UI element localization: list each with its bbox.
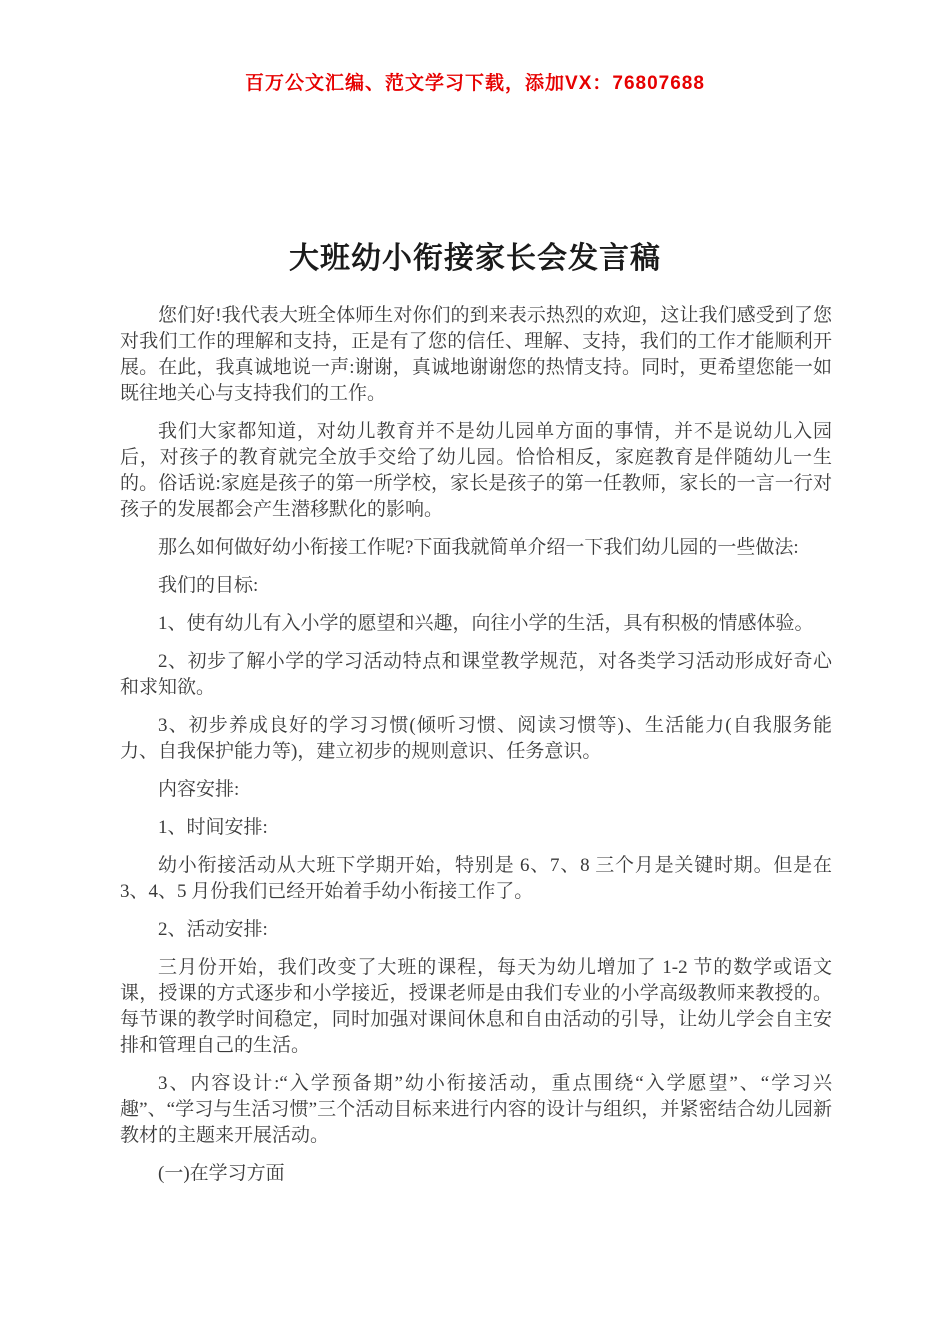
paragraph-activity-arrangement-detail: 三月份开始，我们改变了大班的课程，每天为幼儿增加了 1-2 节的数学或语文课，授课的方式逐步和小学接近，授课老师是由我们专业的小学高级教师来教授的。每节课的教学时间稳定，同时加强对课间休息和自由活动的引导，让幼儿学会自主安排和管理自己的生活。 <box>120 957 832 1056</box>
paragraph-activity-arrangement-heading: 2、活动安排: <box>158 919 268 940</box>
paragraph-family-education: 我们大家都知道，对幼儿教育并不是幼儿园单方面的事情，并不是说幼儿入园后，对孩子的教育就完全放手交给了幼儿园。恰恰相反，家庭教育是伴随幼儿一生的。俗话说:家庭是孩子的第一所学校，家长是孩子的第一任教师，家长的一言一行对孩子的发展都会产生潜移默化的影响。 <box>120 421 832 520</box>
promo-notice: 百万公文汇编、范文学习下载，添加VX：76807688 <box>245 73 705 94</box>
paragraph-time-arrangement-detail: 幼小衔接活动从大班下学期开始，特别是 6、7、8 三个月是关键时期。但是在 3、4、5 月份我们已经开始着手幼小衔接工作了。 <box>120 855 832 902</box>
paragraph-time-arrangement-heading: 1、时间安排: <box>158 817 268 838</box>
paragraph-goal-1: 1、使有幼儿有入小学的愿望和兴趣，向往小学的生活，具有积极的情感体验。 <box>158 613 814 634</box>
paragraph-intro-methods: 那么如何做好幼小衔接工作呢?下面我就简单介绍一下我们幼儿园的一些做法: <box>158 537 799 558</box>
paragraph-greeting: 您们好!我代表大班全体师生对你们的到来表示热烈的欢迎，这让我们感受到了您对我们工作的理解和支持，正是有了您的信任、理解、支持，我们的工作才能顺利开展。在此，我真诚地说一声:谢谢，真诚地谢谢您的热情支持。同时，更希望您能一如既往地关心与支持我们的工作。 <box>120 305 832 404</box>
document-body <box>120 303 832 1187</box>
document-title: 大班幼小衔接家长会发言稿 <box>289 242 661 275</box>
paragraph-goal-3: 3、初步养成良好的学习习惯(倾听习惯、阅读习惯等)、生活能力(自我服务能力、自我保护能力等)，建立初步的规则意识、任务意识。 <box>120 715 832 762</box>
paragraph-content-design: 3、内容设计:“入学预备期”幼小衔接活动，重点围绕“入学愿望”、“学习兴趣”、“学习与生活习惯”三个活动目标来进行内容的设计与组织，并紧密结合幼儿园新教材的主题来开展活动。 <box>120 1073 832 1146</box>
paragraph-learning-aspect-heading: (一)在学习方面 <box>158 1163 285 1184</box>
paragraph-content-arrangement-heading: 内容安排: <box>158 779 240 800</box>
paragraph-goals-heading: 我们的目标: <box>158 575 259 596</box>
paragraph-goal-2: 2、初步了解小学的学习活动特点和课堂教学规范，对各类学习活动形成好奇心和求知欲。 <box>120 651 832 698</box>
